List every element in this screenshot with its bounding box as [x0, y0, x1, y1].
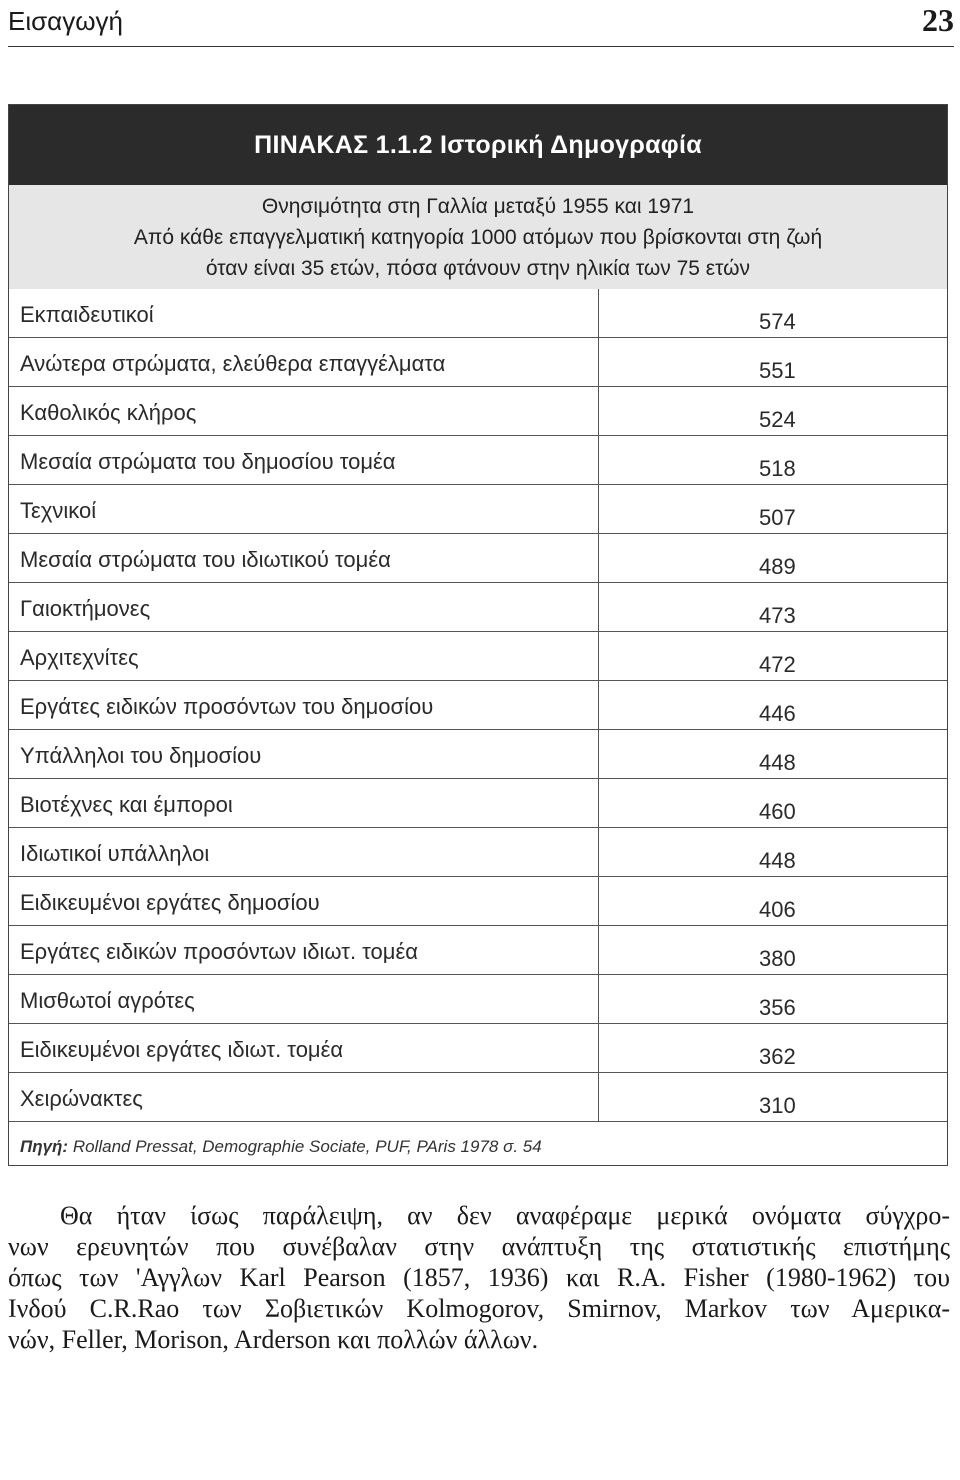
value-cell: 574 [759, 309, 796, 334]
value-cell: 473 [759, 603, 796, 628]
category-cell: Εκπαιδευτικοί [9, 289, 599, 337]
table-row [9, 975, 947, 1024]
section-name: Εισαγωγή [8, 6, 123, 36]
table-title: ΠΙΝΑΚΑΣ 1.1.2 Ιστορική Δημογραφία [9, 105, 947, 185]
table-row [9, 485, 947, 534]
subtitle-line: Θνησιμότητα στη Γαλλία μεταξύ 1955 και 1971 [261, 194, 695, 218]
table-subtitle [9, 185, 947, 289]
category-cell: Ειδικευμένοι εργάτες ιδιωτ. τομέα [9, 1024, 599, 1072]
subtitle-line: Από κάθε επαγγελματική κατηγορία 1000 ατόμων που βρίσκονται στη ζωή [133, 225, 823, 249]
value-cell: 356 [759, 995, 796, 1020]
table-row [9, 828, 947, 877]
category-cell: Μισθωτοί αγρότες [9, 975, 599, 1023]
value-cell: 507 [759, 505, 796, 530]
value-cell: 460 [759, 799, 796, 824]
table-row [9, 583, 947, 632]
category-cell: Τεχνικοί [9, 485, 599, 533]
paragraph-line: όπως των 'Αγγλων Karl Pearson (1857, 1936) και R.A. Fisher (1980-1962) του [8, 1263, 950, 1292]
value-cell: 551 [759, 358, 796, 383]
value-cell: 472 [759, 652, 796, 677]
body-paragraph [8, 1200, 950, 1355]
table-row [9, 877, 947, 926]
category-cell: Ιδιωτικοί υπάλληλοι [9, 828, 599, 876]
value-cell: 380 [759, 946, 796, 971]
category-cell: Εργάτες ειδικών προσόντων ιδιωτ. τομέα [9, 926, 599, 974]
running-header [8, 0, 954, 47]
value-cell: 406 [759, 897, 796, 922]
table-row [9, 730, 947, 779]
value-cell: 362 [759, 1044, 796, 1069]
table-row [9, 779, 947, 828]
table-row [9, 387, 947, 436]
demography-table [8, 104, 948, 1166]
category-cell: Χειρώνακτες [9, 1073, 599, 1121]
value-cell: 448 [759, 848, 796, 873]
source-label: Πηγή: [20, 1137, 69, 1156]
category-cell: Ανώτερα στρώματα, ελεύθερα επαγγέλματα [9, 338, 599, 386]
table-row [9, 436, 947, 485]
category-cell: Βιοτέχνες και έμποροι [9, 779, 599, 827]
source-note [9, 1122, 947, 1172]
category-cell: Ειδικευμένοι εργάτες δημοσίου [9, 877, 599, 925]
category-cell: Γαιοκτήμονες [9, 583, 599, 631]
table-row [9, 338, 947, 387]
source-text: Rolland Pressat, Demographie Sociate, PUF, PAris 1978 σ. 54 [72, 1137, 542, 1156]
subtitle-line: όταν είναι 35 ετών, πόσα φτάνουν στην ηλικία των 75 ετών [205, 256, 751, 280]
category-cell: Μεσαία στρώματα του ιδιωτικού τομέα [9, 534, 599, 582]
value-cell: 524 [759, 407, 796, 432]
table-body [9, 289, 947, 1122]
table-row [9, 1073, 947, 1122]
table-row [9, 1024, 947, 1073]
paragraph-line: Ινδού C.R.Rao των Σοβιετικών Kolmogorov, Smirnov, Markov των Αμερικα- [8, 1294, 950, 1323]
category-cell: Αρχιτεχνίτες [9, 632, 599, 680]
value-cell: 310 [759, 1093, 796, 1118]
paragraph-line: νων ερευνητών που συνέβαλαν στην ανάπτυξη της στατιστικής επιστήμης [8, 1232, 950, 1261]
table-row [9, 289, 947, 338]
table-row [9, 534, 947, 583]
value-cell: 448 [759, 750, 796, 775]
page-number: 23 [922, 2, 954, 38]
table-row [9, 632, 947, 681]
value-cell: 489 [759, 554, 796, 579]
paragraph-line: Θα ήταν ίσως παράλειψη, αν δεν αναφέραμε μερικά ονόματα σύγχρο- [60, 1201, 950, 1230]
table-row [9, 681, 947, 730]
value-cell: 518 [759, 456, 796, 481]
category-cell: Μεσαία στρώματα του δημοσίου τομέα [9, 436, 599, 484]
category-cell: Εργάτες ειδικών προσόντων του δημοσίου [9, 681, 599, 729]
category-cell: Υπάλληλοι του δημοσίου [9, 730, 599, 778]
value-cell: 446 [759, 701, 796, 726]
table-row [9, 926, 947, 975]
category-cell: Καθολικός κλήρος [9, 387, 599, 435]
paragraph-line: νών, Feller, Morison, Arderson και πολλών άλλων. [8, 1325, 539, 1354]
